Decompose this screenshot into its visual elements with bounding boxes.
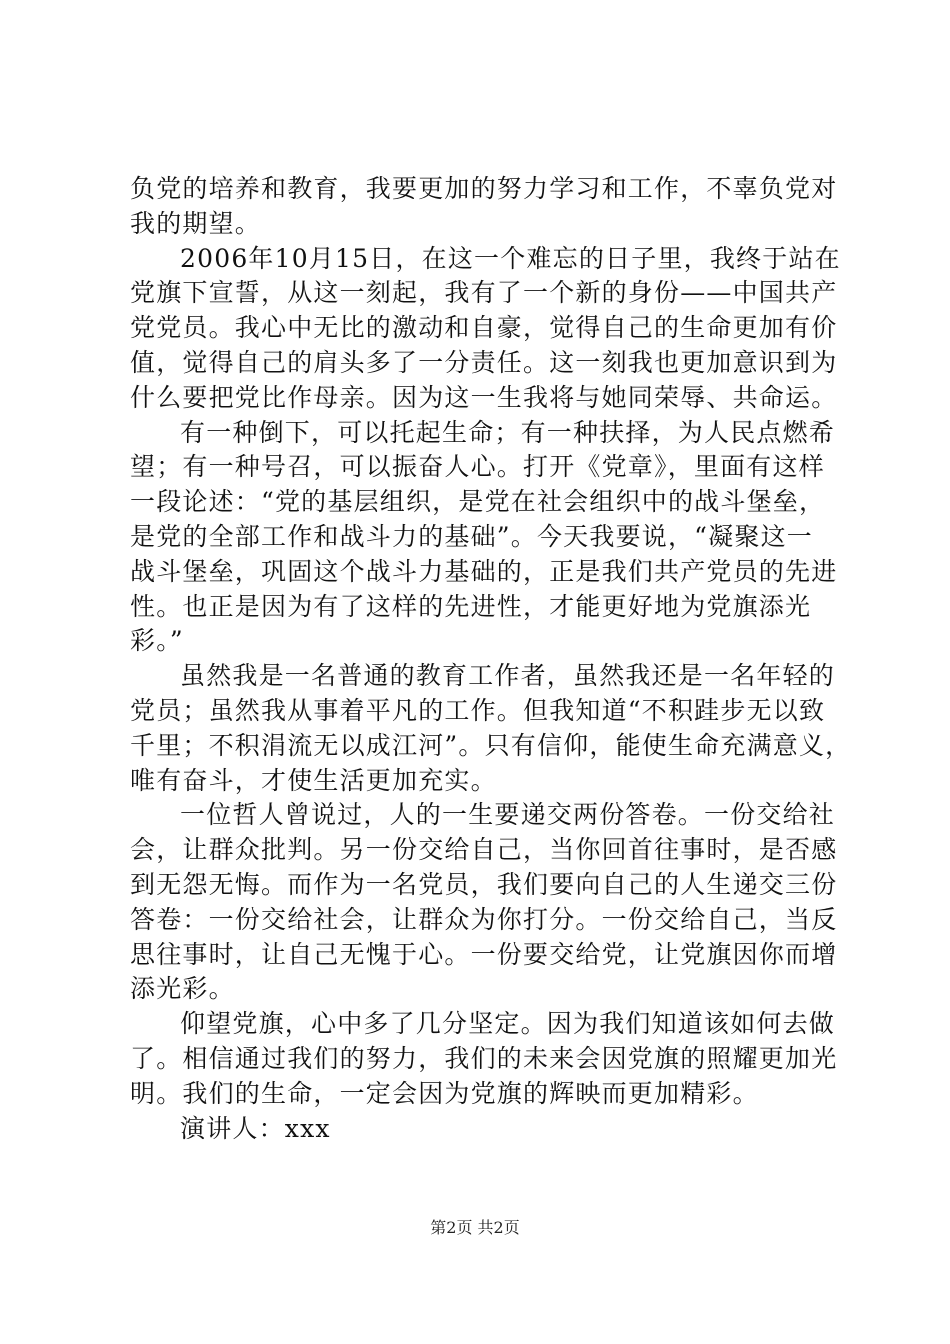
text-line: 彩。”	[130, 626, 184, 656]
text-line: 到无怨无悔。而作为一名党员，我们要向自己的人生递交三份	[130, 869, 838, 899]
text-line: 性。也正是因为有了这样的先进性，才能更好地为党旗添光	[130, 591, 812, 621]
text-line: 千里；不积涓流无以成江河”。只有信仰，能使生命充满意义，	[130, 730, 852, 760]
text-line: 添光彩。	[130, 974, 235, 1004]
text-line: 望；有一种号召，可以振奋人心。打开《党章》，里面有这样	[130, 452, 825, 482]
text-line: 值，觉得自己的肩头多了一分责任。这一刻我也更加意识到为	[130, 347, 838, 377]
text-line: 答卷：一份交给社会，让群众为你打分。一份交给自己，当反	[130, 904, 838, 934]
text-line: 2006年10月15日，在这一个难忘的日子里，我终于站在	[180, 243, 841, 273]
text-line: 党旗下宣誓，从这一刻起，我有了一个新的身份——中国共产	[130, 278, 838, 308]
text-line: 思往事时，让自己无愧于心。一份要交给党，让党旗因你而增	[130, 939, 838, 969]
text-line: 虽然我是一名普通的教育工作者，虽然我还是一名年轻的	[180, 661, 836, 691]
text-line: 了。相信通过我们的努力，我们的未来会因党旗的照耀更加光	[130, 1043, 838, 1073]
text-line: 唯有奋斗，才使生活更加充实。	[130, 765, 497, 795]
document-body	[130, 172, 852, 1146]
text-line: 负党的培养和教育，我要更加的努力学习和工作，不辜负党对	[130, 174, 838, 203]
text-line: 一段论述：“党的基层组织，是党在社会组织中的战斗堡垒，	[130, 487, 826, 517]
text-line: 党员；虽然我从事着平凡的工作。但我知道“不积跬步无以致	[130, 695, 826, 725]
text-line: 明。我们的生命，一定会因为党旗的辉映而更加精彩。	[130, 1078, 759, 1108]
page-footer: 第2页 共2页	[430, 1218, 520, 1237]
text-line: 会，让群众批判。另一份交给自己，当你回首往事时，是否感	[130, 835, 838, 865]
text-line: 是党的全部工作和战斗力的基础”。今天我要说，“凝聚这一	[130, 521, 813, 551]
text-line: 有一种倒下，可以托起生命；有一种扶择，为人民点燃希	[180, 417, 836, 447]
text-line: 演讲人：xxx	[180, 1113, 331, 1143]
text-line: 什么要把党比作母亲。因为这一生我将与她同荣辱、共命运。	[130, 382, 838, 412]
text-line: 党党员。我心中无比的激动和自豪，觉得自己的生命更加有价	[130, 313, 838, 343]
text-line: 我的期望。	[130, 208, 262, 238]
text-line: 仰望党旗，心中多了几分坚定。因为我们知道该如何去做	[180, 1009, 836, 1039]
text-line: 战斗堡垒，巩固这个战斗力基础的，正是我们共产党员的先进	[130, 556, 838, 586]
text-line: 一位哲人曾说过，人的一生要递交两份答卷。一份交给社	[180, 800, 836, 830]
